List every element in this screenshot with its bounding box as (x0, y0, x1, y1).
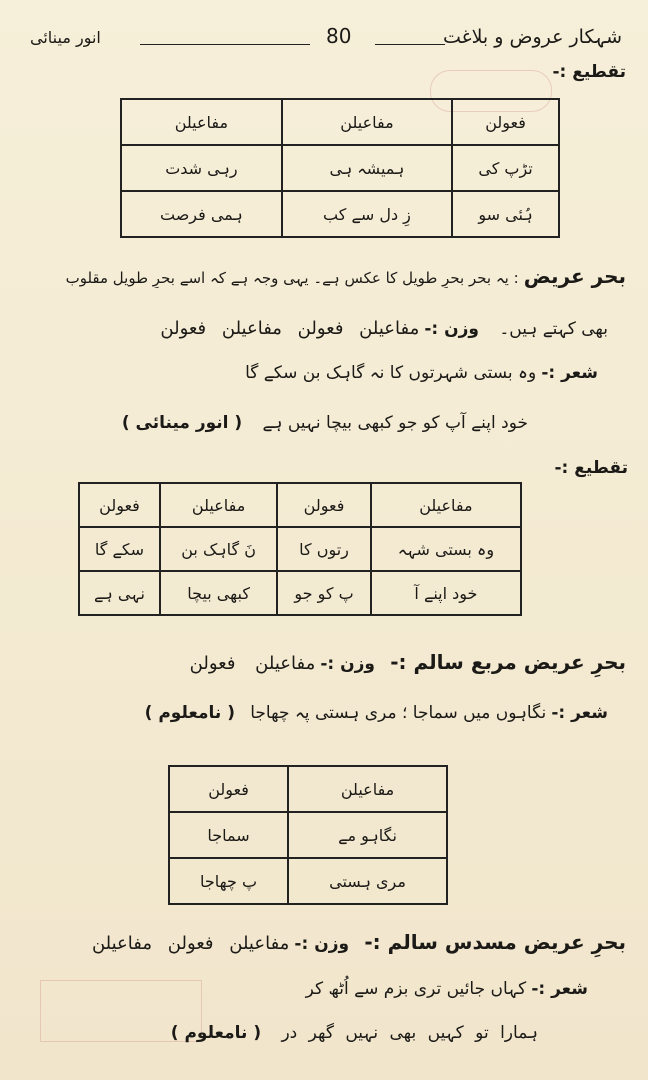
header-rule (375, 44, 445, 45)
table-row (121, 99, 559, 145)
table-cell: ہمیشہ ہی (282, 145, 452, 191)
scansion-label: تقطیع :- (554, 458, 628, 478)
header-rule (140, 44, 310, 45)
verse-text: خود اپنے آپ کو جو کبھی بیچا نہیں ہے (262, 413, 528, 433)
table-cell: فعولن (79, 483, 160, 527)
meter-label: وزن :- (320, 654, 375, 674)
verse-line (306, 978, 588, 999)
table-cell: فعولن (169, 766, 288, 812)
table-row (121, 145, 559, 191)
verse-line (245, 362, 598, 383)
meter-text: مفاعیلن فعولن مفاعیلن فعولن (160, 318, 420, 339)
scansion-label: تقطیع :- (552, 62, 626, 82)
meter-text: مفاعیلن فعولن مفاعیلن (91, 933, 290, 954)
table-cell: ہُئی سو (452, 191, 559, 237)
scansion-table-3 (168, 765, 448, 905)
page-header (30, 20, 622, 60)
table-cell: کبھی بیچا (160, 571, 277, 615)
scansion-table-2 (78, 482, 522, 616)
table-cell: نہی ہے (79, 571, 160, 615)
table-cell: مری ہستی (288, 858, 447, 904)
verse-label: شعر :- (551, 703, 608, 723)
meter-label: وزن :- (294, 934, 350, 954)
table-cell: مفاعیلن (282, 99, 452, 145)
table-row (169, 766, 447, 812)
scansion-table-1 (120, 98, 560, 238)
body-text: : یہ بحر بحرِ طویل کا عکس ہے۔ یہی وجہ ہے کہ اسے بحرِ طویل مقلوب (65, 269, 519, 287)
table-cell: رتوں کا (277, 527, 371, 571)
book-title: شہکار عروض و بلاغت (443, 26, 622, 48)
table-cell: سکے گا (79, 527, 160, 571)
meter-text: مفاعیلن فعولن (189, 653, 316, 674)
verse-text: ہمارا تو کہیں بھی نہیں گھر در (281, 1023, 538, 1043)
verse-label: شعر :- (541, 363, 598, 383)
table-cell: فعولن (452, 99, 559, 145)
table-cell: خود اپنے آ (371, 571, 521, 615)
author-name: انور مینائی (30, 28, 101, 47)
poet-credit: ( انور مینائی ) (121, 413, 243, 433)
table-cell: ہمی فرصت (121, 191, 282, 237)
verse-line (171, 1022, 538, 1043)
verse-text: وہ بستی شہرتوں کا نہ گاہک بن سکے گا (245, 363, 537, 383)
verse-line (122, 412, 528, 433)
section-line (92, 930, 626, 954)
table-cell: مفاعیلن (288, 766, 447, 812)
table-row (121, 191, 559, 237)
table-cell: تڑپ کی (452, 145, 559, 191)
body-text: بھی کہتے ہیں۔ (499, 319, 608, 339)
table-cell: مفاعیلن (371, 483, 521, 527)
table-cell: پ کو جو (277, 571, 371, 615)
table-cell: پ چھاجا (169, 858, 288, 904)
section-line (190, 650, 626, 674)
meter-label: وزن :- (424, 319, 479, 339)
table-cell: زِ دل سے کب (282, 191, 452, 237)
table-cell: نگاہو مے (288, 812, 447, 858)
table-row (169, 858, 447, 904)
section-heading: بحرِ عریض مسدس سالم :- (364, 930, 626, 954)
section-heading: بحرِ عریض مربع سالم :- (390, 650, 626, 674)
table-cell: مفاعیلن (121, 99, 282, 145)
table-row (169, 812, 447, 858)
table-row (79, 571, 521, 615)
section-line (30, 264, 626, 288)
table-cell: مفاعیلن (160, 483, 277, 527)
table-cell: نَ گاہک بن (160, 527, 277, 571)
verse-text: کہاں جائیں تری بزم سے اُٹھ کر (305, 979, 527, 999)
table-cell: فعولن (277, 483, 371, 527)
table-row (79, 483, 521, 527)
page-number: 80 (326, 24, 352, 48)
section-heading: بحرِ عریض (523, 264, 626, 288)
table-cell: رہی شدت (121, 145, 282, 191)
poet-credit: ( نامعلوم ) (170, 1023, 262, 1043)
poet-credit: ( نامعلوم ) (144, 703, 235, 723)
meter-line (160, 318, 608, 339)
table-cell: سماجا (169, 812, 288, 858)
verse-label: شعر :- (531, 979, 588, 999)
table-row (79, 527, 521, 571)
verse-text: نگاہوں میں سماجا ؛ مری ہستی پہ چھاجا (250, 703, 547, 723)
table-cell: وہ بستی شہہ (371, 527, 521, 571)
verse-line (145, 702, 608, 723)
